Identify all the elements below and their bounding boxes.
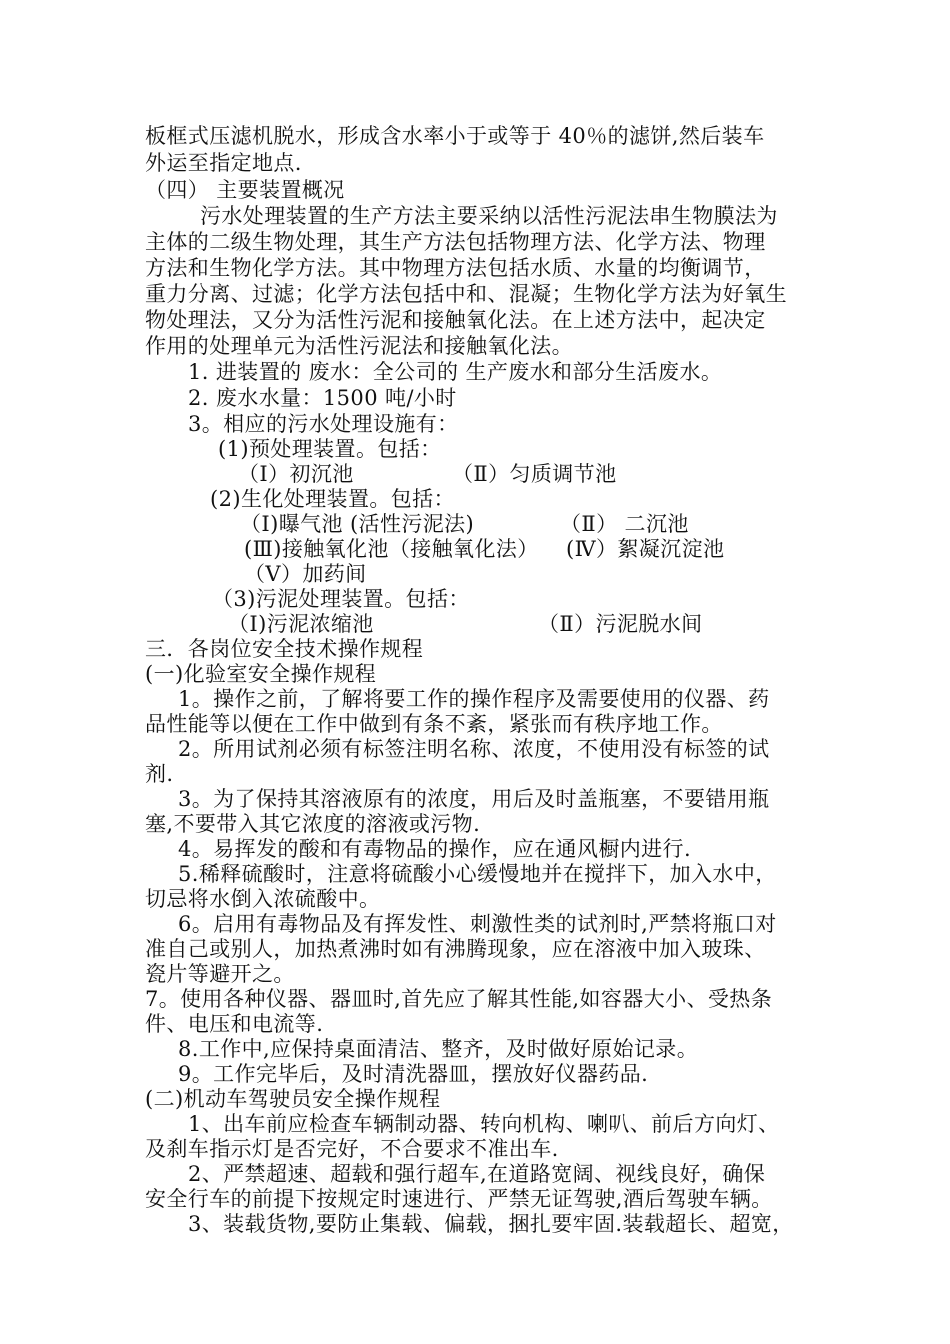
text-line: 3。为了保持其溶液原有的浓度，用后及时盖瓶塞，不要错用瓶: [178, 787, 770, 811]
text-line: 外运至指定地点.: [145, 151, 302, 175]
list-item: （Ⅰ）初沉池: [238, 462, 354, 486]
list-item: (Ⅲ)接触氧化池（接触氧化法）: [244, 537, 539, 561]
text-line: 件、电压和电流等.: [145, 1012, 324, 1036]
text-line: 及刹车指示灯是否完好，不合要求不准出车.: [145, 1137, 559, 1161]
list-item: (1)预处理装置。包括：: [218, 437, 442, 461]
list-item: （Ⅱ） 二沉池: [560, 512, 689, 536]
text-line: 塞,不要带入其它浓度的溶液或污物.: [145, 812, 481, 836]
list-item: 3。相应的污水处理设施有：: [188, 412, 459, 436]
subsection-heading: (二)机动车驾驶员安全操作规程: [145, 1087, 441, 1111]
text-line: 切忌将水倒入浓硫酸中。: [145, 887, 381, 911]
list-item: （Ⅴ）加药间: [244, 562, 367, 586]
text-line: 4。易挥发的酸和有毒物品的操作，应在通风橱内进行.: [178, 837, 692, 861]
subsection-heading: (一)化验室安全操作规程: [145, 662, 377, 686]
text-line: 重力分离、过滤；化学方法包括中和、混凝；生物化学方法为好氧生: [145, 282, 787, 306]
text-line: 作用的处理单元为活性污泥法和接触氧化法。: [145, 334, 573, 358]
text-line: 5.稀释硫酸时，注意将硫酸小心缓慢地并在搅拌下，加入水中，: [178, 862, 777, 886]
text-line: 物处理法，又分为活性污泥和接触氧化法。在上述方法中，起决定: [145, 308, 766, 332]
text-line: 方法和生物化学方法。其中物理方法包括水质、水量的均衡调节，: [145, 256, 766, 280]
text-line: 品性能等以便在工作中做到有条不紊，紧张而有秩序地工作。: [145, 712, 723, 736]
text-line: 3、装载货物,要防止集载、偏载，捆扎要牢固.装载超长、超宽，: [188, 1212, 794, 1236]
text-line: 安全行车的前提下按规定时速进行、严禁无证驾驶,酒后驾驶车辆。: [145, 1187, 773, 1211]
text-line: 1。操作之前，了解将要工作的操作程序及需要使用的仪器、药: [178, 687, 770, 711]
list-item: （Ⅰ)曝气池 (活性污泥法): [240, 512, 475, 536]
text-line: 瓷片等避开之。: [145, 962, 295, 986]
text-line: 准自己或别人，加热煮沸时如有沸腾现象，应在溶液中加入玻珠、: [145, 937, 766, 961]
text-line: 板框式压滤机脱水，形成含水率小于或等于 40％的滤饼,然后装车: [145, 124, 765, 148]
text-line: 1、出车前应检查车辆制动器、转向机构、喇叭、前后方向灯、: [188, 1112, 780, 1136]
text-line: 8.工作中,应保持桌面清洁、整齐，及时做好原始记录。: [178, 1037, 699, 1061]
text-line: 6。启用有毒物品及有挥发性、刺激性类的试剂时,严禁将瓶口对: [178, 912, 777, 936]
text-line: 9。工作完毕后，及时清洗器皿，摆放好仪器药品.: [178, 1062, 649, 1086]
list-item: (2)生化处理装置。包括：: [210, 487, 455, 511]
list-item: (Ⅳ）絮凝沉淀池: [566, 537, 725, 561]
list-item: （Ⅱ）污泥脱水间: [538, 612, 703, 636]
text-line: 剂.: [145, 762, 174, 786]
list-item: （Ⅰ)污泥浓缩池: [228, 612, 374, 636]
text-line: 7。使用各种仪器、器皿时,首先应了解其性能,如容器大小、受热条: [145, 987, 773, 1011]
text-line: 2。所用试剂必须有标签注明名称、浓度，不使用没有标签的试: [178, 737, 770, 761]
list-item: 2. 废水水量：1500 吨/小时: [188, 386, 457, 410]
section-heading: 三．各岗位安全技术操作规程: [145, 637, 424, 661]
text-line: 污水处理装置的生产方法主要采纳以活性污泥法串生物膜法为: [200, 204, 778, 228]
list-item: 1. 进装置的 废水：全公司的 生产废水和部分生活废水。: [188, 360, 723, 384]
text-line: 2、严禁超速、超载和强行超车,在道路宽阔、视线良好，确保: [188, 1162, 766, 1186]
text-line: 主体的二级生物处理，其生产方法包括物理方法、化学方法、物理: [145, 230, 766, 254]
list-item: （3)污泥处理装置。包括：: [212, 587, 470, 611]
section-heading: （四） 主要装置概况: [145, 178, 345, 202]
list-item: （Ⅱ）匀质调节池: [452, 462, 617, 486]
